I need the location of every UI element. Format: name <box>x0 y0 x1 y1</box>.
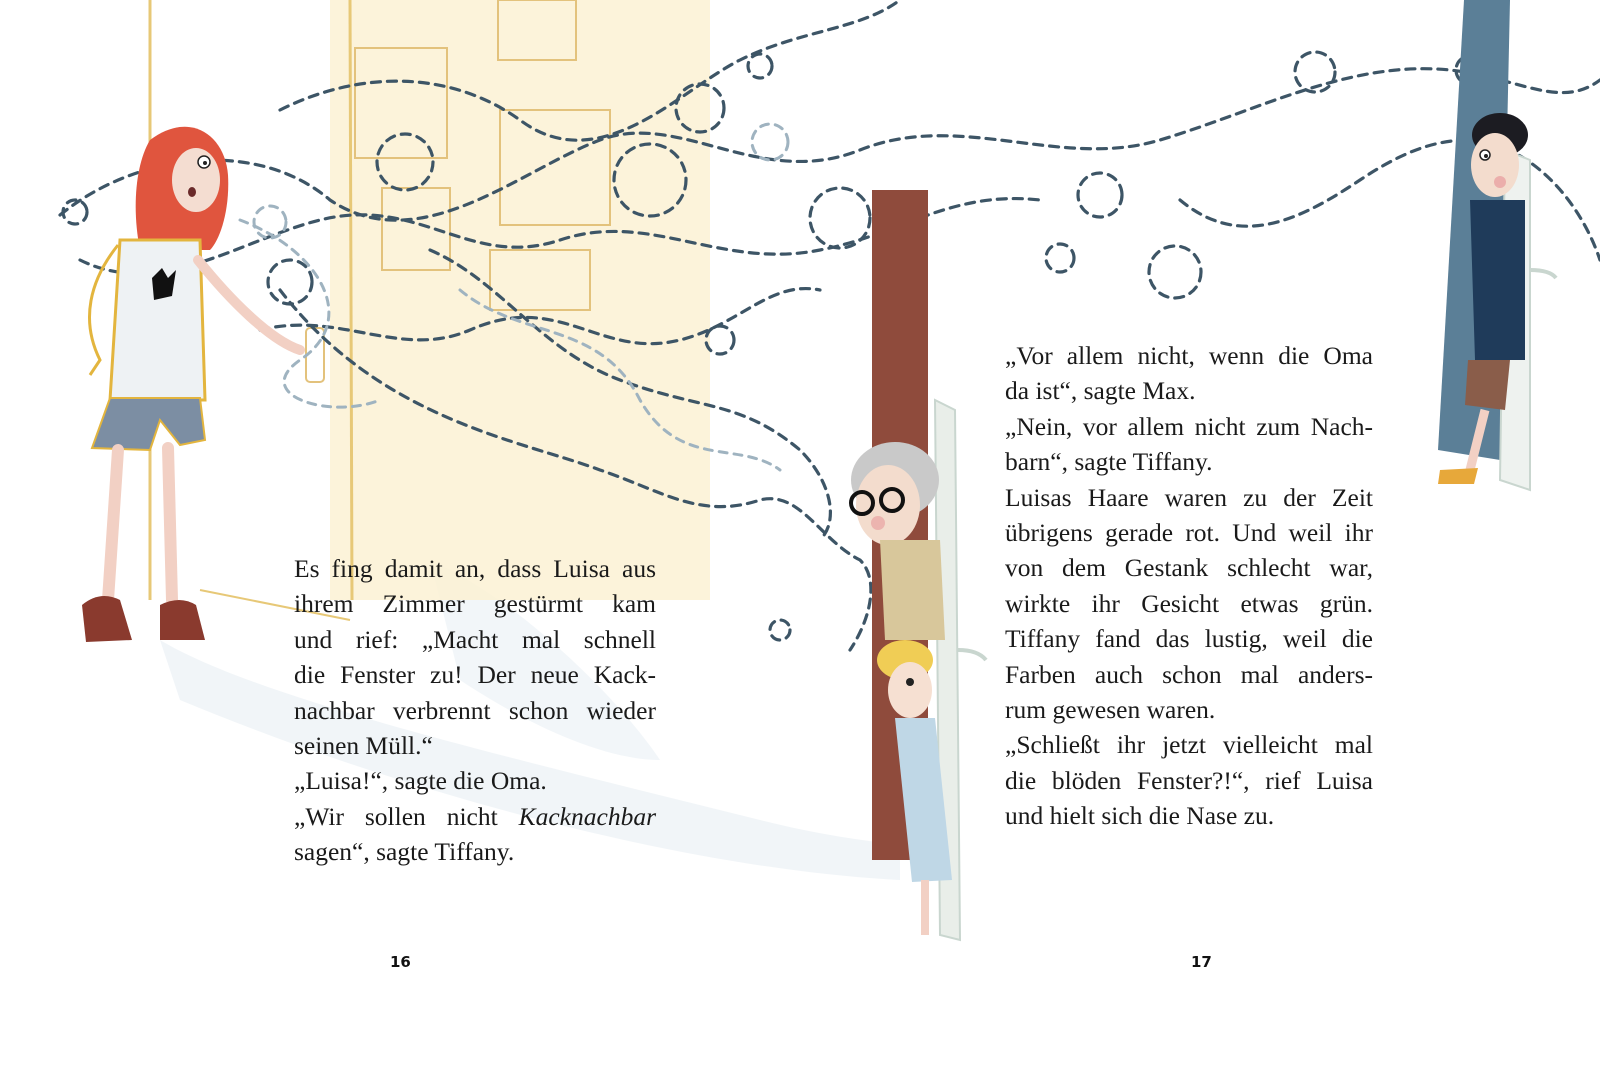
text-line <box>294 799 656 834</box>
emphasized-word: Kacknachbar <box>518 801 656 831</box>
text-line: „Luisa!“, sagte die Oma. <box>294 766 547 796</box>
text-line: Farben auch schon mal anders- <box>1005 659 1373 689</box>
text-line: „Nein, vor allem nicht zum Nach- <box>1005 411 1373 441</box>
text-line: sagen“, sagte Tiffany. <box>294 837 515 867</box>
text-line: barn“, sagte Tiffany. <box>1005 447 1213 477</box>
text-line: übrigens gerade rot. Und weil ihr <box>1005 518 1373 548</box>
text-line: nachbar verbrennt schon wieder <box>294 695 656 725</box>
text-line: da ist“, sagte Max. <box>1005 376 1196 406</box>
page-number-left: 16 <box>390 953 411 971</box>
text-line: und rief: „Macht mal schnell <box>294 624 656 654</box>
text-segment: „Wir sollen nicht <box>294 801 519 831</box>
text-line: rum gewesen waren. <box>1005 695 1216 725</box>
text-line: „Schließt ihr jetzt vielleicht mal <box>1005 730 1373 760</box>
text-line: wirkte ihr Gesicht etwas grün. <box>1005 588 1373 618</box>
text-line: Luisas Haare waren zu der Zeit <box>1005 482 1373 512</box>
text-line: ihrem Zimmer gestürmt kam <box>294 589 656 619</box>
text-line: Es fing damit an, dass Luisa aus <box>294 554 656 583</box>
text-line: die blöden Fenster?!“, rief Luisa <box>1005 765 1373 795</box>
text-line: und hielt sich die Nase zu. <box>1005 801 1275 831</box>
text-line: seinen Müll.“ <box>294 731 433 761</box>
text-line: von dem Gestank schlecht war, <box>1005 553 1373 583</box>
right-page-text <box>1005 338 1373 834</box>
text-line: „Vor allem nicht, wenn die Oma <box>1005 341 1373 370</box>
left-page-text <box>294 551 656 870</box>
text-line: die Fenster zu! Der neue Kack- <box>294 660 656 690</box>
page-number-right: 17 <box>1191 953 1212 971</box>
text-line: Tiffany fand das lustig, weil die <box>1005 624 1373 654</box>
